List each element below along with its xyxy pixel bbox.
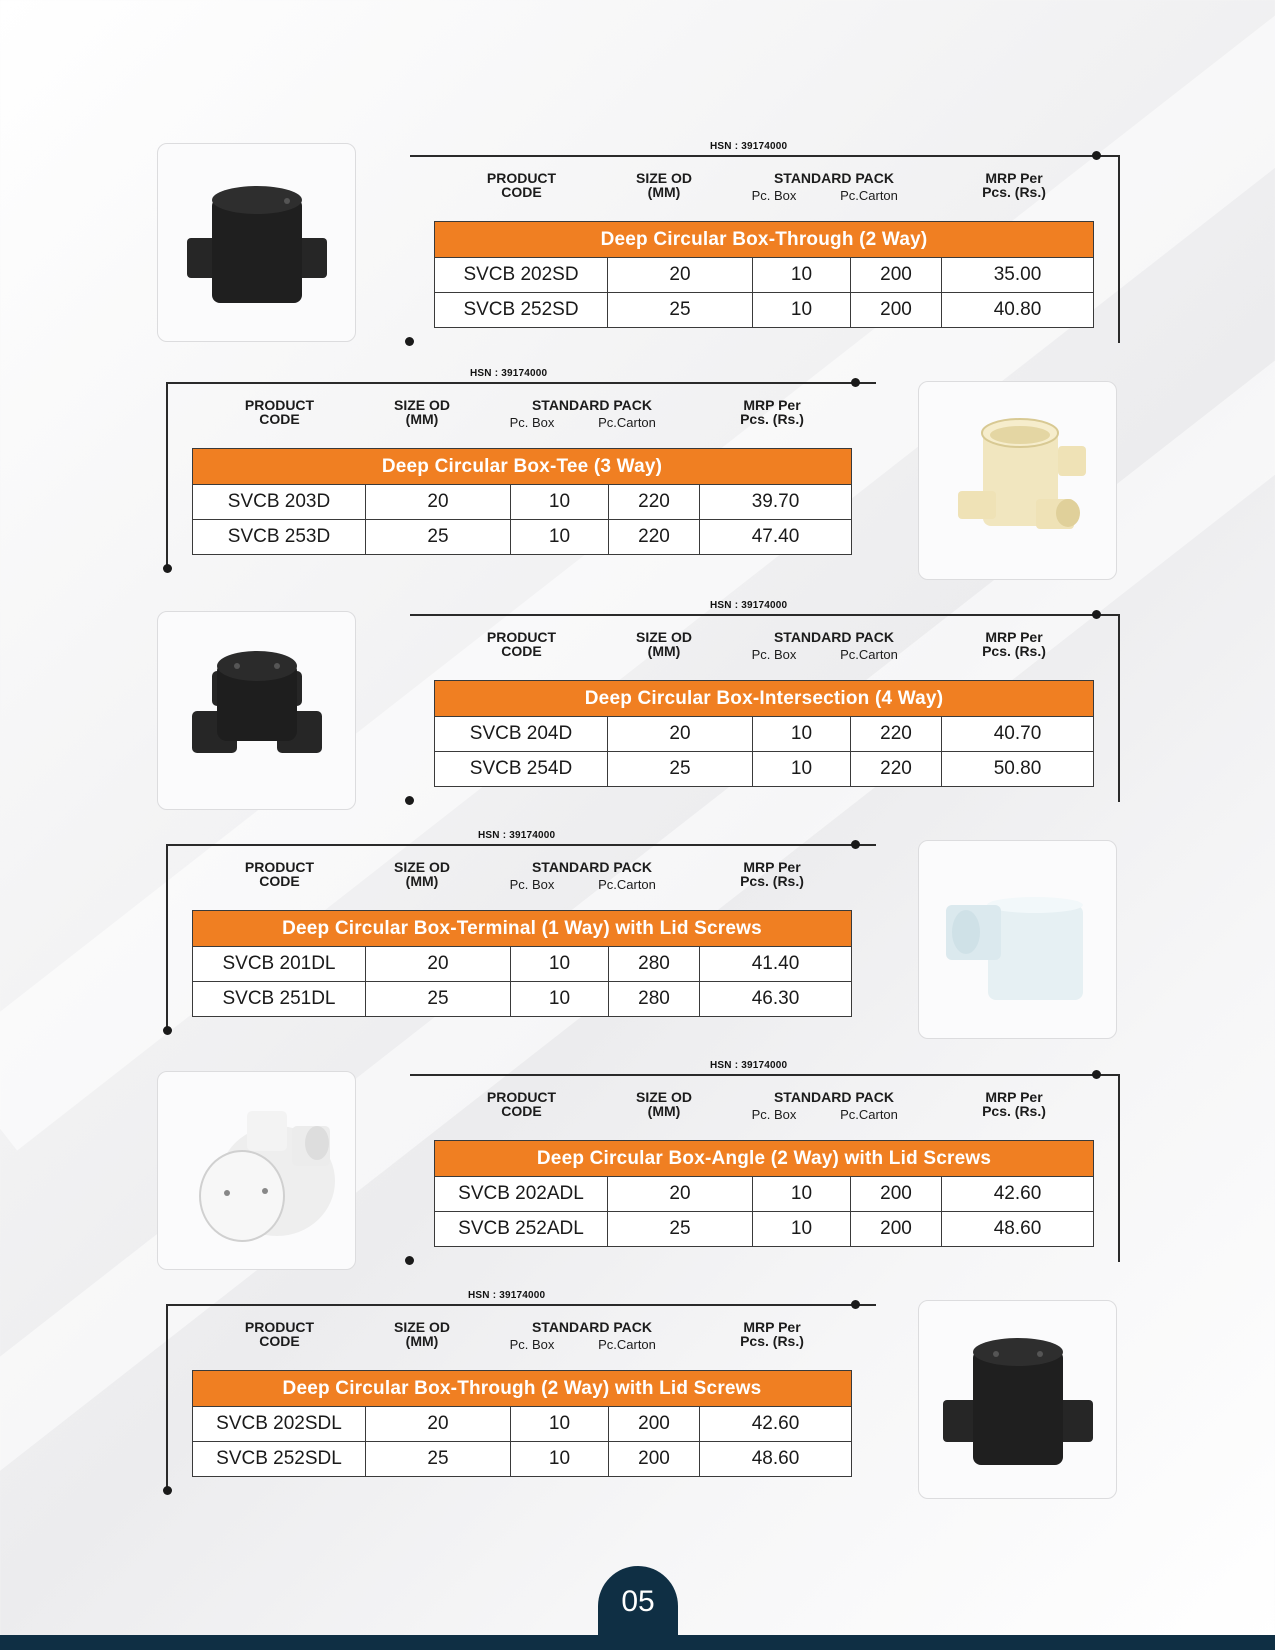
header-mrp: MRP Per Pcs. (Rs.) bbox=[982, 629, 1046, 659]
size-od: 20 bbox=[608, 258, 753, 293]
header-pc-carton: Pc.Carton bbox=[598, 415, 656, 430]
hsn-code: HSN : 39174000 bbox=[468, 1290, 546, 1301]
header-mrp: MRP Per Pcs. (Rs.) bbox=[740, 859, 804, 889]
header-pc-carton: Pc.Carton bbox=[840, 188, 898, 203]
table-headers bbox=[434, 1090, 1094, 1140]
pc-box: 10 bbox=[753, 717, 851, 752]
pc-box: 10 bbox=[753, 752, 851, 787]
product-image-6 bbox=[918, 1300, 1117, 1499]
header-pc-box: Pc. Box bbox=[509, 415, 555, 430]
product-title: Deep Circular Box-Terminal (1 Way) with Lid Screws bbox=[193, 911, 852, 947]
mrp: 39.70 bbox=[700, 485, 852, 520]
header-pc-box: Pc. Box bbox=[751, 1107, 797, 1122]
product-code: SVCB 202SDL bbox=[193, 1407, 366, 1442]
table-row bbox=[193, 1407, 852, 1442]
black-4way-intersection-box-icon bbox=[167, 621, 347, 801]
pc-carton: 220 bbox=[609, 520, 700, 555]
product-table bbox=[192, 1370, 852, 1477]
header-product-code: PRODUCT CODE bbox=[486, 170, 557, 200]
table-row bbox=[435, 752, 1094, 787]
mrp: 50.80 bbox=[942, 752, 1094, 787]
table-headers bbox=[192, 1320, 852, 1370]
product-code: SVCB 204D bbox=[435, 717, 608, 752]
header-size-od: SIZE OD (MM) bbox=[393, 1319, 450, 1349]
mrp: 48.60 bbox=[700, 1442, 852, 1477]
product-table-frame-5 bbox=[410, 1060, 1120, 1262]
header-pc-carton: Pc.Carton bbox=[840, 647, 898, 662]
product-section-2 bbox=[0, 370, 1275, 600]
product-image-1 bbox=[157, 143, 356, 342]
product-image-5 bbox=[157, 1071, 356, 1270]
product-title: Deep Circular Box-Angle (2 Way) with Lid Screws bbox=[435, 1141, 1094, 1177]
header-standard-pack: STANDARD PACK bbox=[531, 859, 653, 875]
size-od: 25 bbox=[608, 752, 753, 787]
pc-box: 10 bbox=[511, 982, 609, 1017]
table-row bbox=[193, 947, 852, 982]
header-size-od: SIZE OD (MM) bbox=[393, 397, 450, 427]
header-product-code: PRODUCT CODE bbox=[486, 1089, 557, 1119]
size-od: 20 bbox=[366, 1407, 511, 1442]
product-code: SVCB 251DL bbox=[193, 982, 366, 1017]
table-row bbox=[435, 1212, 1094, 1247]
header-mrp: MRP Per Pcs. (Rs.) bbox=[982, 1089, 1046, 1119]
size-od: 20 bbox=[608, 1177, 753, 1212]
pc-box: 10 bbox=[511, 1407, 609, 1442]
size-od: 25 bbox=[366, 1442, 511, 1477]
pc-box: 10 bbox=[753, 1212, 851, 1247]
mrp: 48.60 bbox=[942, 1212, 1094, 1247]
size-od: 20 bbox=[366, 947, 511, 982]
pc-carton: 280 bbox=[609, 947, 700, 982]
hsn-code: HSN : 39174000 bbox=[710, 141, 788, 152]
product-title: Deep Circular Box-Through (2 Way) bbox=[435, 222, 1094, 258]
white-1way-terminal-box-icon bbox=[928, 850, 1108, 1030]
product-title: Deep Circular Box-Tee (3 Way) bbox=[193, 449, 852, 485]
white-2way-angle-box-icon bbox=[167, 1081, 347, 1261]
pc-box: 10 bbox=[511, 947, 609, 982]
size-od: 25 bbox=[366, 982, 511, 1017]
header-pc-carton: Pc.Carton bbox=[598, 877, 656, 892]
header-mrp: MRP Per Pcs. (Rs.) bbox=[740, 397, 804, 427]
product-table-frame-1 bbox=[410, 141, 1120, 343]
product-code: SVCB 252SDL bbox=[193, 1442, 366, 1477]
header-mrp: MRP Per Pcs. (Rs.) bbox=[740, 1319, 804, 1349]
product-image-4 bbox=[918, 840, 1117, 1039]
pc-carton: 220 bbox=[851, 717, 942, 752]
header-standard-pack: STANDARD PACK bbox=[773, 170, 895, 186]
header-product-code: PRODUCT CODE bbox=[244, 859, 315, 889]
table-headers bbox=[192, 860, 852, 910]
size-od: 25 bbox=[608, 1212, 753, 1247]
header-mrp: MRP Per Pcs. (Rs.) bbox=[982, 170, 1046, 200]
product-table bbox=[434, 1140, 1094, 1247]
product-table bbox=[434, 221, 1094, 328]
header-pc-box: Pc. Box bbox=[751, 647, 797, 662]
pc-carton: 280 bbox=[609, 982, 700, 1017]
table-row bbox=[193, 982, 852, 1017]
pc-box: 10 bbox=[511, 1442, 609, 1477]
mrp: 40.80 bbox=[942, 293, 1094, 328]
pc-box: 10 bbox=[511, 485, 609, 520]
product-section-3 bbox=[0, 602, 1275, 832]
product-table-frame-2 bbox=[166, 368, 876, 570]
pc-carton: 200 bbox=[609, 1442, 700, 1477]
table-headers bbox=[192, 398, 852, 448]
table-row bbox=[193, 485, 852, 520]
product-section-1 bbox=[0, 143, 1275, 373]
mrp: 46.30 bbox=[700, 982, 852, 1017]
header-standard-pack: STANDARD PACK bbox=[531, 397, 653, 413]
header-size-od: SIZE OD (MM) bbox=[635, 1089, 692, 1119]
size-od: 25 bbox=[366, 520, 511, 555]
pc-carton: 220 bbox=[609, 485, 700, 520]
pc-box: 10 bbox=[753, 258, 851, 293]
cream-3way-tee-box-icon bbox=[928, 391, 1108, 571]
header-product-code: PRODUCT CODE bbox=[244, 397, 315, 427]
table-row bbox=[193, 1442, 852, 1477]
pc-box: 10 bbox=[511, 520, 609, 555]
header-product-code: PRODUCT CODE bbox=[486, 629, 557, 659]
header-standard-pack: STANDARD PACK bbox=[773, 629, 895, 645]
product-section-5 bbox=[0, 1062, 1275, 1292]
hsn-code: HSN : 39174000 bbox=[710, 600, 788, 611]
product-image-3 bbox=[157, 611, 356, 810]
product-table bbox=[192, 910, 852, 1017]
header-standard-pack: STANDARD PACK bbox=[531, 1319, 653, 1335]
product-code: SVCB 202SD bbox=[435, 258, 608, 293]
hsn-code: HSN : 39174000 bbox=[478, 830, 556, 841]
header-size-od: SIZE OD (MM) bbox=[393, 859, 450, 889]
table-row bbox=[435, 293, 1094, 328]
pc-carton: 220 bbox=[851, 752, 942, 787]
header-size-od: SIZE OD (MM) bbox=[635, 170, 692, 200]
table-row bbox=[435, 717, 1094, 752]
pc-box: 10 bbox=[753, 1177, 851, 1212]
table-headers bbox=[434, 171, 1094, 221]
product-section-4 bbox=[0, 832, 1275, 1062]
mrp: 40.70 bbox=[942, 717, 1094, 752]
page-number: 05 bbox=[621, 1585, 655, 1618]
pc-box: 10 bbox=[753, 293, 851, 328]
pc-carton: 200 bbox=[851, 1177, 942, 1212]
size-od: 25 bbox=[608, 293, 753, 328]
table-headers bbox=[434, 630, 1094, 680]
table-row bbox=[435, 1177, 1094, 1212]
product-code: SVCB 252SD bbox=[435, 293, 608, 328]
product-table-frame-6 bbox=[166, 1290, 876, 1492]
mrp: 41.40 bbox=[700, 947, 852, 982]
black-2way-through-box-icon bbox=[167, 153, 347, 333]
product-title: Deep Circular Box-Through (2 Way) with Lid Screws bbox=[193, 1371, 852, 1407]
size-od: 20 bbox=[608, 717, 753, 752]
product-table bbox=[434, 680, 1094, 787]
product-table-frame-3 bbox=[410, 600, 1120, 802]
pc-carton: 200 bbox=[851, 258, 942, 293]
mrp: 47.40 bbox=[700, 520, 852, 555]
product-code: SVCB 253D bbox=[193, 520, 366, 555]
product-image-2 bbox=[918, 381, 1117, 580]
header-pc-box: Pc. Box bbox=[751, 188, 797, 203]
header-pc-box: Pc. Box bbox=[509, 877, 555, 892]
product-table-frame-4 bbox=[166, 830, 876, 1032]
product-code: SVCB 201DL bbox=[193, 947, 366, 982]
mrp: 42.60 bbox=[700, 1407, 852, 1442]
table-row bbox=[435, 258, 1094, 293]
header-pc-carton: Pc.Carton bbox=[598, 1337, 656, 1352]
header-size-od: SIZE OD (MM) bbox=[635, 629, 692, 659]
pc-carton: 200 bbox=[609, 1407, 700, 1442]
header-pc-box: Pc. Box bbox=[509, 1337, 555, 1352]
product-table bbox=[192, 448, 852, 555]
mrp: 42.60 bbox=[942, 1177, 1094, 1212]
product-code: SVCB 202ADL bbox=[435, 1177, 608, 1212]
header-pc-carton: Pc.Carton bbox=[840, 1107, 898, 1122]
pc-carton: 200 bbox=[851, 293, 942, 328]
pc-carton: 200 bbox=[851, 1212, 942, 1247]
size-od: 20 bbox=[366, 485, 511, 520]
mrp: 35.00 bbox=[942, 258, 1094, 293]
product-code: SVCB 252ADL bbox=[435, 1212, 608, 1247]
header-standard-pack: STANDARD PACK bbox=[773, 1089, 895, 1105]
hsn-code: HSN : 39174000 bbox=[470, 368, 548, 379]
product-title: Deep Circular Box-Intersection (4 Way) bbox=[435, 681, 1094, 717]
header-product-code: PRODUCT CODE bbox=[244, 1319, 315, 1349]
product-code: SVCB 203D bbox=[193, 485, 366, 520]
hsn-code: HSN : 39174000 bbox=[710, 1060, 788, 1071]
product-code: SVCB 254D bbox=[435, 752, 608, 787]
table-row bbox=[193, 520, 852, 555]
product-section-6 bbox=[0, 1292, 1275, 1522]
black-2way-through-box-lid-icon bbox=[928, 1310, 1108, 1490]
